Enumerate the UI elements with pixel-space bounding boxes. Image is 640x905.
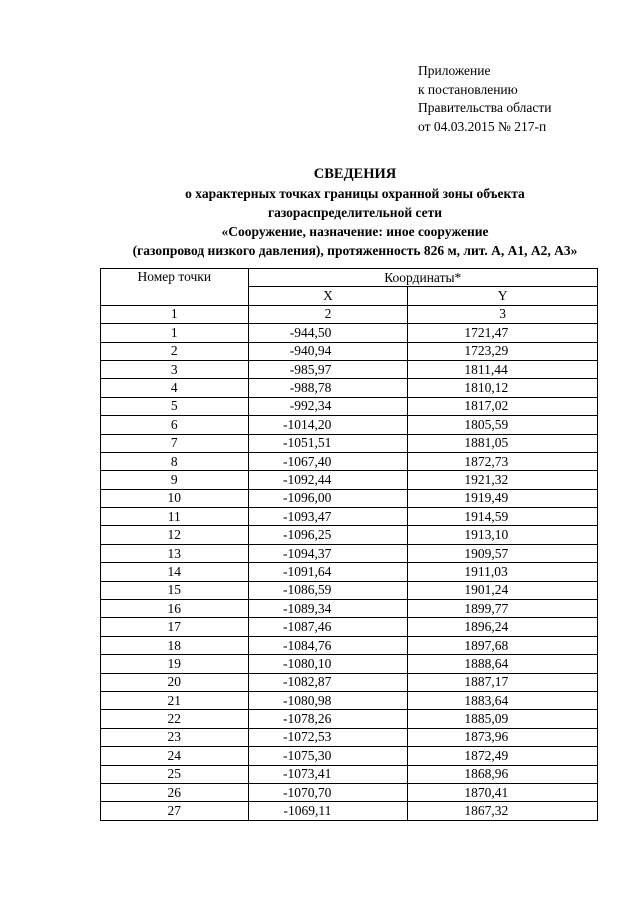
y-coordinate-cell: 1896,24 <box>408 618 598 636</box>
x-coordinate-cell: -940,94 <box>248 342 408 360</box>
x-coordinate-cell: -1086,59 <box>248 581 408 599</box>
point-number-cell: 20 <box>101 673 249 691</box>
table-row <box>101 526 598 544</box>
x-coordinate-cell: -1096,00 <box>248 489 408 507</box>
appendix-line: от 04.03.2015 № 217-п <box>418 118 547 134</box>
table-row <box>101 581 598 599</box>
point-number-cell: 17 <box>101 618 249 636</box>
y-coordinate-cell: 1901,24 <box>408 581 598 599</box>
table-row <box>101 397 598 415</box>
x-coordinate-cell: -1069,11 <box>248 802 408 820</box>
x-coordinate-cell: -1051,51 <box>248 434 408 452</box>
point-number-cell: 5 <box>101 397 249 415</box>
table-row <box>101 544 598 562</box>
table-row <box>101 342 598 360</box>
y-coordinate-cell: 1909,57 <box>408 544 598 562</box>
point-number-cell: 11 <box>101 508 249 526</box>
point-number-cell: 19 <box>101 655 249 673</box>
table-row <box>101 673 598 691</box>
table-row <box>101 636 598 654</box>
header-x: X <box>248 287 408 305</box>
header-y: Y <box>408 287 598 305</box>
y-coordinate-cell: 1919,49 <box>408 489 598 507</box>
table-row <box>101 655 598 673</box>
x-coordinate-cell: -992,34 <box>248 397 408 415</box>
table-row <box>101 324 598 342</box>
y-coordinate-cell: 1921,32 <box>408 471 598 489</box>
x-coordinate-cell: -1014,20 <box>248 416 408 434</box>
y-coordinate-cell: 1911,03 <box>408 563 598 581</box>
x-coordinate-cell: -988,78 <box>248 379 408 397</box>
point-number-cell: 18 <box>101 636 249 654</box>
heading-line: «Сооружение, назначение: иное сооружение <box>221 224 489 239</box>
y-coordinate-cell: 1868,96 <box>408 765 598 783</box>
appendix-line: Правительства области <box>418 100 552 115</box>
table-row <box>101 434 598 452</box>
table-row <box>101 489 598 507</box>
point-number-cell: 27 <box>101 802 249 820</box>
x-coordinate-cell: -1084,76 <box>248 636 408 654</box>
table-row <box>101 747 598 765</box>
y-coordinate-cell: 1817,02 <box>408 397 598 415</box>
x-coordinate-cell: -1087,46 <box>248 618 408 636</box>
y-coordinate-cell: 1873,96 <box>408 728 598 746</box>
point-number-cell: 21 <box>101 691 249 709</box>
y-coordinate-cell: 1899,77 <box>408 600 598 618</box>
point-number-cell: 16 <box>101 600 249 618</box>
y-coordinate-cell: 1721,47 <box>408 324 598 342</box>
y-coordinate-cell: 1867,32 <box>408 802 598 820</box>
point-number-cell: 14 <box>101 563 249 581</box>
table-body <box>101 324 598 821</box>
point-number-cell: 12 <box>101 526 249 544</box>
table-row <box>101 618 598 636</box>
point-number-cell: 13 <box>101 544 249 562</box>
x-coordinate-cell: -944,50 <box>248 324 408 342</box>
point-number-cell: 3 <box>101 360 249 378</box>
x-coordinate-cell: -1073,41 <box>248 765 408 783</box>
table-header-row <box>101 269 598 287</box>
table-index-row <box>101 305 598 323</box>
point-number-cell: 6 <box>101 416 249 434</box>
x-coordinate-cell: -985,97 <box>248 360 408 378</box>
y-coordinate-cell: 1897,68 <box>408 636 598 654</box>
table-row <box>101 379 598 397</box>
point-number-cell: 22 <box>101 710 249 728</box>
header-coordinates: Координаты* <box>248 269 597 287</box>
coordinates-table <box>100 268 598 821</box>
point-number-cell: 23 <box>101 728 249 746</box>
heading-line: газораспределительной сети <box>267 205 443 220</box>
point-number-cell: 15 <box>101 581 249 599</box>
table-row <box>101 710 598 728</box>
appendix-line: к постановлению <box>418 81 518 97</box>
point-number-cell: 2 <box>101 342 249 360</box>
point-number-cell: 24 <box>101 747 249 765</box>
x-coordinate-cell: -1072,53 <box>248 728 408 746</box>
point-number-cell: 8 <box>101 452 249 470</box>
point-number-cell: 26 <box>101 783 249 801</box>
y-coordinate-cell: 1887,17 <box>408 673 598 691</box>
index-cell: 1 <box>101 305 249 323</box>
y-coordinate-cell: 1883,64 <box>408 691 598 709</box>
y-coordinate-cell: 1913,10 <box>408 526 598 544</box>
table-row <box>101 563 598 581</box>
x-coordinate-cell: -1080,10 <box>248 655 408 673</box>
x-coordinate-cell: -1075,30 <box>248 747 408 765</box>
point-number-cell: 9 <box>101 471 249 489</box>
y-coordinate-cell: 1805,59 <box>408 416 598 434</box>
header-point-number: Номер точки <box>101 269 249 306</box>
document-title: СВЕДЕНИЯ <box>313 166 397 182</box>
x-coordinate-cell: -1092,44 <box>248 471 408 489</box>
table-row <box>101 783 598 801</box>
x-coordinate-cell: -1067,40 <box>248 452 408 470</box>
table-row <box>101 691 598 709</box>
table-row <box>101 508 598 526</box>
y-coordinate-cell: 1872,49 <box>408 747 598 765</box>
x-coordinate-cell: -1091,64 <box>248 563 408 581</box>
heading-line: (газопровод низкого давления), протяженность 826 м, лит. А, А1, А2, А3» <box>132 243 578 258</box>
table-row <box>101 471 598 489</box>
table-row <box>101 360 598 378</box>
appendix-reference <box>418 62 551 136</box>
y-coordinate-cell: 1723,29 <box>408 342 598 360</box>
x-coordinate-cell: -1089,34 <box>248 600 408 618</box>
x-coordinate-cell: -1093,47 <box>248 508 408 526</box>
y-coordinate-cell: 1885,09 <box>408 710 598 728</box>
y-coordinate-cell: 1872,73 <box>408 452 598 470</box>
point-number-cell: 25 <box>101 765 249 783</box>
y-coordinate-cell: 1914,59 <box>408 508 598 526</box>
table-row <box>101 728 598 746</box>
index-cell: 2 <box>248 305 408 323</box>
x-coordinate-cell: -1094,37 <box>248 544 408 562</box>
table-row <box>101 416 598 434</box>
table-row <box>101 600 598 618</box>
y-coordinate-cell: 1881,05 <box>408 434 598 452</box>
document-heading <box>60 165 640 260</box>
x-coordinate-cell: -1080,98 <box>248 691 408 709</box>
table-row <box>101 452 598 470</box>
y-coordinate-cell: 1870,41 <box>408 783 598 801</box>
point-number-cell: 10 <box>101 489 249 507</box>
point-number-cell: 4 <box>101 379 249 397</box>
y-coordinate-cell: 1888,64 <box>408 655 598 673</box>
point-number-cell: 7 <box>101 434 249 452</box>
table-row <box>101 765 598 783</box>
index-cell: 3 <box>408 305 598 323</box>
x-coordinate-cell: -1078,26 <box>248 710 408 728</box>
y-coordinate-cell: 1811,44 <box>408 360 598 378</box>
heading-line: о характерных точках границы охранной зоны объекта <box>185 186 525 201</box>
point-number-cell: 1 <box>101 324 249 342</box>
x-coordinate-cell: -1096,25 <box>248 526 408 544</box>
x-coordinate-cell: -1082,87 <box>248 673 408 691</box>
x-coordinate-cell: -1070,70 <box>248 783 408 801</box>
appendix-line: Приложение <box>418 63 491 78</box>
table-row <box>101 802 598 820</box>
y-coordinate-cell: 1810,12 <box>408 379 598 397</box>
